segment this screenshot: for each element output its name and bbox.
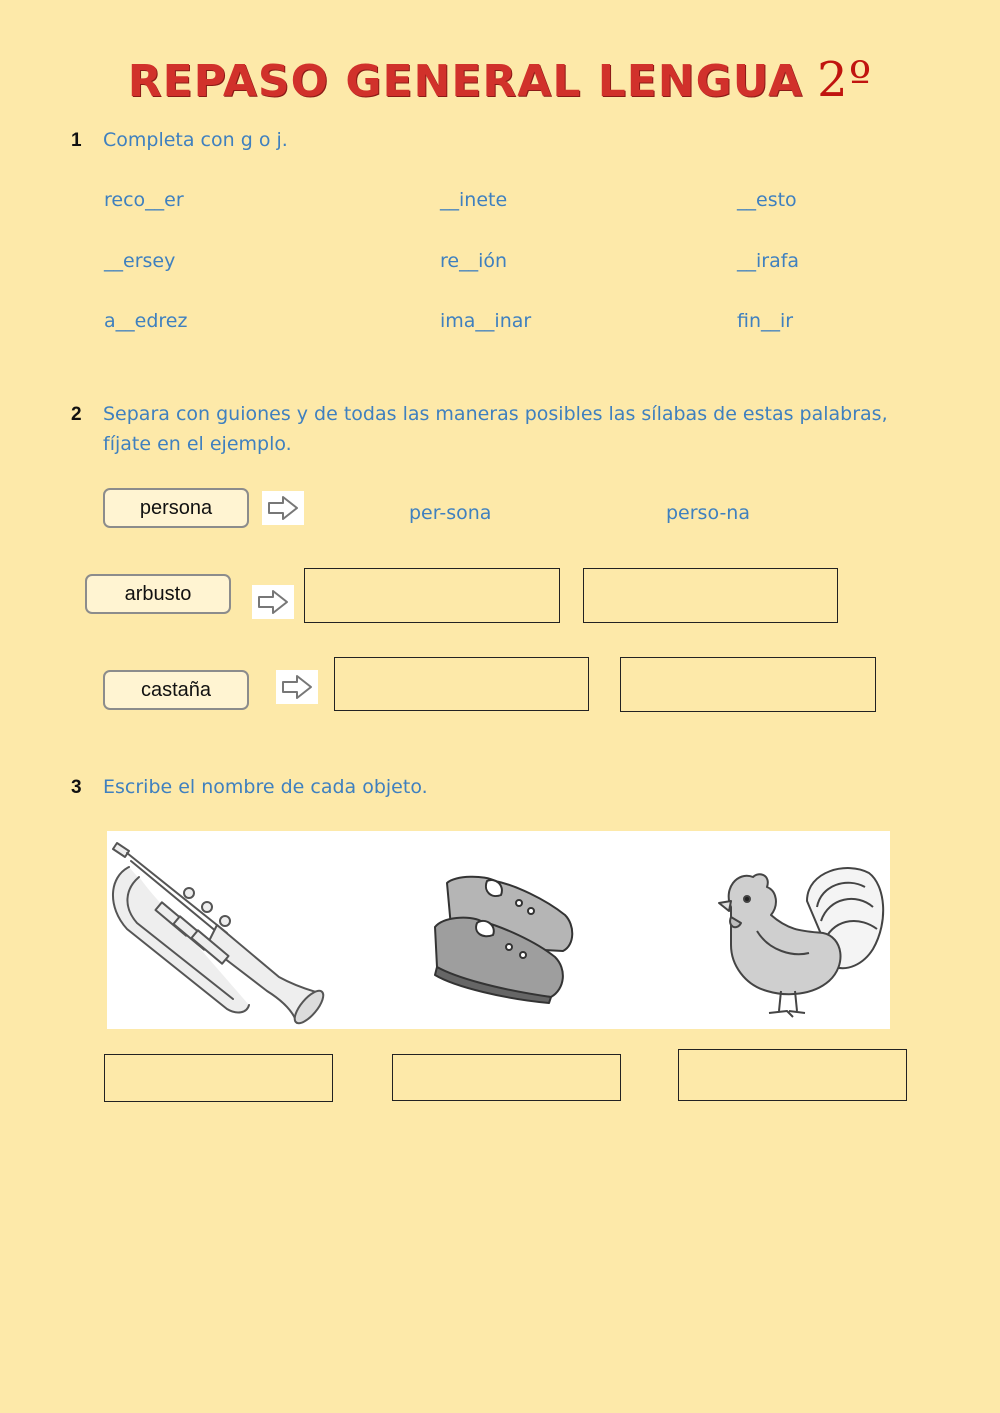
answer-box[interactable]	[678, 1049, 907, 1101]
question-1-number: 1	[71, 130, 82, 151]
fill-word: __ersey	[104, 250, 176, 272]
answer-box[interactable]	[620, 657, 876, 712]
page-title	[0, 52, 1000, 108]
fill-word: a__edrez	[104, 310, 188, 332]
title-main: REPASO GENERAL LENGUA	[127, 56, 804, 107]
arrow-right-icon	[262, 491, 304, 525]
shoes-icon	[425, 871, 585, 1011]
arrow-right-icon	[276, 670, 318, 704]
fill-word: __inete	[440, 189, 508, 211]
fill-word: ima__inar	[440, 310, 532, 332]
arrow-right-icon	[252, 585, 294, 619]
question-3-instruction: Escribe el nombre de cada objeto.	[103, 776, 428, 798]
objects-image-strip	[107, 831, 890, 1029]
fill-word: __irafa	[737, 250, 800, 272]
fill-word: re__ión	[440, 250, 508, 272]
fill-word: reco__er	[104, 189, 184, 211]
answer-box[interactable]	[304, 568, 560, 623]
question-2-instruction-line2: fíjate en el ejemplo.	[103, 433, 292, 455]
answer-box[interactable]	[392, 1054, 621, 1101]
question-2-number: 2	[71, 404, 82, 425]
example-answer: perso-na	[666, 502, 750, 524]
question-1-instruction: Completa con g o j.	[103, 129, 288, 151]
answer-box[interactable]	[583, 568, 838, 623]
rooster-icon	[697, 861, 887, 1021]
syllable-word-pill: arbusto	[85, 574, 231, 614]
fill-word: __esto	[737, 189, 797, 211]
syllable-word-pill: castaña	[103, 670, 249, 710]
example-word-pill: persona	[103, 488, 249, 528]
question-2-instruction-line1: Separa con guiones y de todas las maneras posibles las sílabas de estas palabras,	[103, 403, 888, 425]
fill-word: fin__ir	[737, 310, 794, 332]
answer-box[interactable]	[334, 657, 589, 711]
title-grade: 2º	[817, 52, 873, 108]
example-answer: per-sona	[409, 502, 492, 524]
question-3-number: 3	[71, 777, 82, 798]
trumpet-icon	[107, 837, 327, 1027]
answer-box[interactable]	[104, 1054, 333, 1102]
